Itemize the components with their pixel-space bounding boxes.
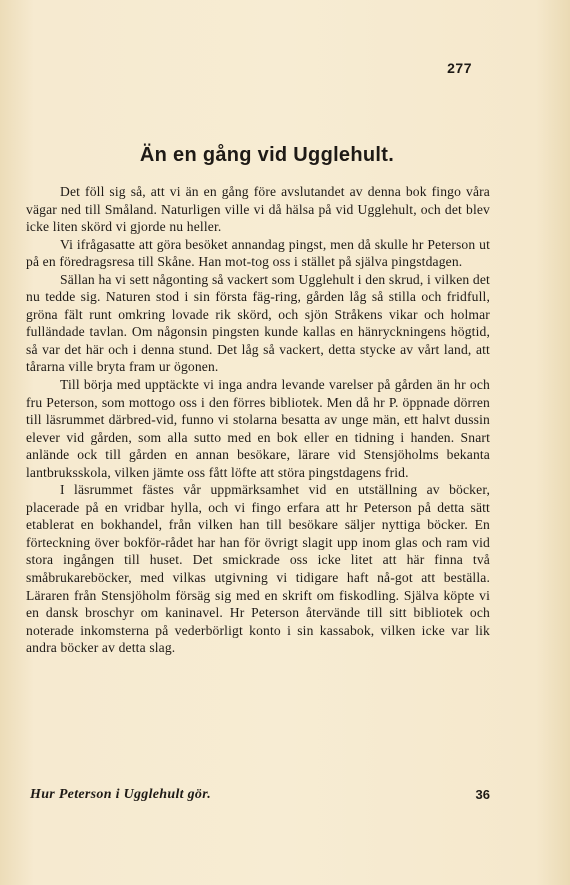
paragraph: Till börja med upptäckte vi inga andra levande varelser på gården än hr och fru Peterson, som mottogo oss i den förres bibliotek. Men då hr P. öppnade dörren till läsrummet därbred-vid, funno vi stolarna besatta av unge män, ett halvt dussin elever vid gården, som alla sutto med en bok eller en tidning i handen. Snart anlände ock till gården en annan besökare, lärare vid Stensjöholms bekanta lantbruksskola, vilken jämte oss fått löfte att störa pingstdagens frid. bbox=[26, 377, 490, 480]
paragraph: Vi ifrågasatte att göra besöket annandag pingst, men då skulle hr Peterson ut på en föredragsresa till Skåne. Han mot-tog oss i stället på själva pingstdagen. bbox=[26, 236, 490, 270]
page-footer bbox=[30, 787, 490, 803]
running-title: Hur Peterson i Ugglehult gör. bbox=[30, 787, 212, 802]
page-number: 277 bbox=[447, 60, 472, 76]
signature-mark: 36 bbox=[475, 787, 490, 802]
paragraph: Det föll sig så, att vi än en gång före avslutandet av denna bok fingo våra vägar ned till Småland. Naturligen ville vi då hälsa på vid Ugglehult, och det blev icke liten skörd vi gjorde nu heller. bbox=[26, 184, 490, 235]
paragraph: Sällan ha vi sett någonting så vackert som Ugglehult i den skrud, i vilken det nu tedde sig. Naturen stod i sin första fäg-ring, gården låg så stilla och fridfull, gröna fält runt omkring lovade rik skörd, och sjön Stråkens vikar och holmar fulländade tavlan. Om någonsin pingsten kunde kallas en hänryckningens högtid, så var det här och i denna stund. Det låg så vackert, detta stycke av vårt land, att tårarna ville bryta fram ur ögonen. bbox=[26, 271, 490, 375]
body-text bbox=[26, 183, 490, 657]
paragraph: I läsrummet fästes vår uppmärksamhet vid en utställning av böcker, placerade på en vridbar hylla, och vi fingo erfara att hr Peterson på detta sätt etablerat en bokhandel, från vilken han till besökare säljer nyttiga böcker. En förteckning över bokför-rådet har han för övrigt slagit upp inom glas och ram vid stora ingången till huset. Det smickrade oss icke litet att här finna två småbrukareböcker, med vilkas utgivning vi tidigare haft nå-got att beställa. Läraren från Stensjöholm försäg sig med en skrift om fiskodling. Själva köpte vi en dansk broschyr om kaninavel. Hr Peterson återvände till sitt bibliotek och noterade inkomsterna på vederbörligt konto i sin kassabok, vilken icke var lik andra böcker av detta slag. bbox=[26, 482, 490, 656]
chapter-title: Än en gång vid Ugglehult. bbox=[139, 144, 395, 166]
